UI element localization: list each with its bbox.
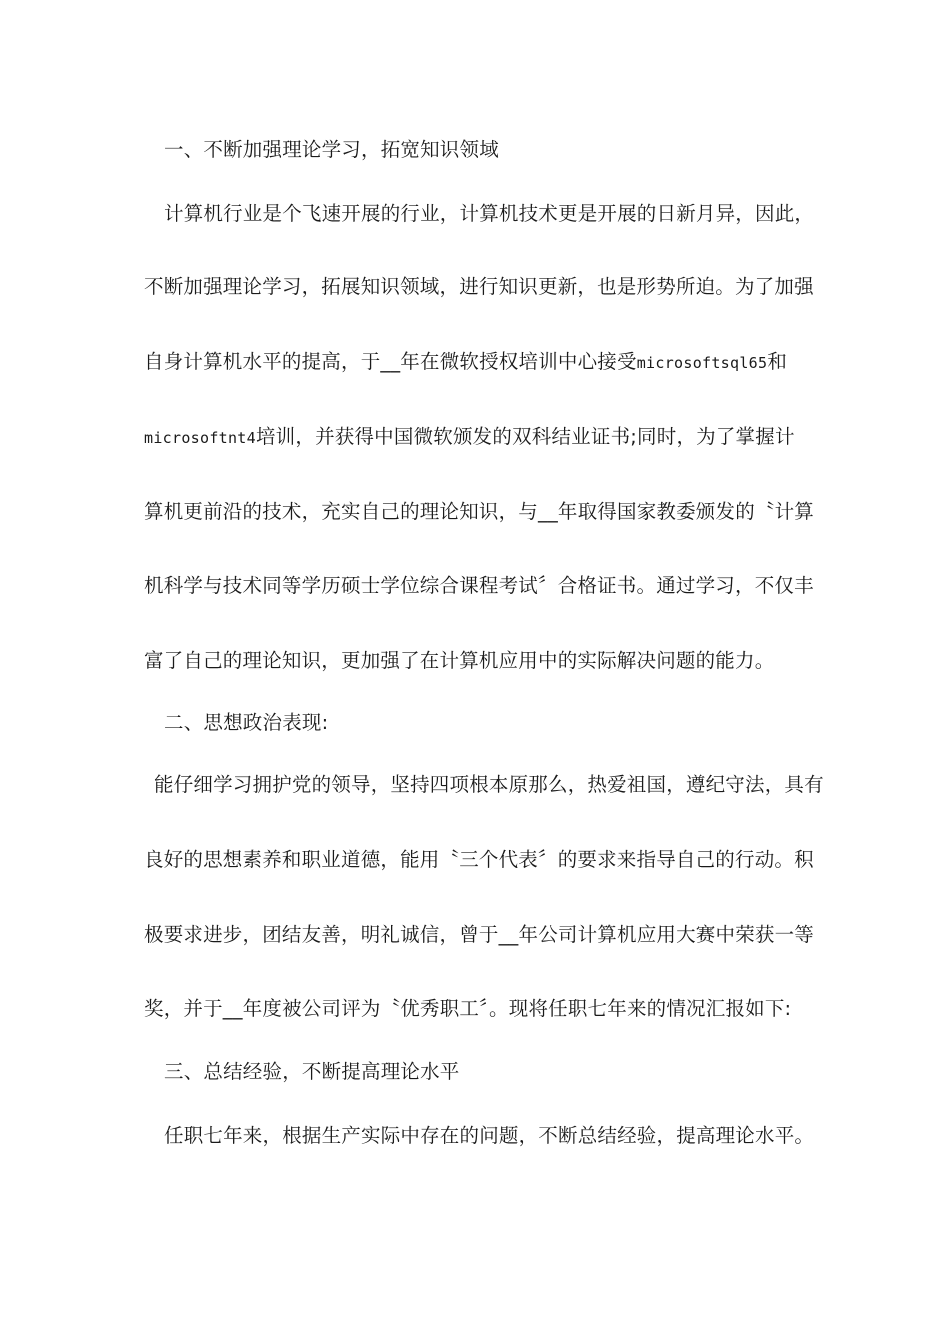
code-text: microsoftnt4 xyxy=(144,429,256,447)
paragraph-line: 算机更前沿的技术，充实自己的理论知识，与__年取得国家教委颁发的〝计算 xyxy=(144,500,815,523)
text-segment: 自身计算机水平的提高，于__年在微软授权培训中心接受 xyxy=(144,350,637,373)
paragraph-line: 计算机行业是个飞速开展的行业，计算机技术更是开展的日新月异，因此， xyxy=(164,202,815,225)
paragraph-line: 不断加强理论学习，拓展知识领域，进行知识更新，也是形势所迫。为了加强 xyxy=(144,275,814,298)
paragraph-line: 富了自己的理论知识，更加强了在计算机应用中的实际解决问题的能力。 xyxy=(144,649,775,672)
paragraph-line: 机科学与技术同等学历硕士学位综合课程考试〞合格证书。通过学习，不仅丰 xyxy=(144,574,814,597)
code-text: microsoftsql65 xyxy=(636,354,768,372)
paragraph-line: 任职七年来，根据生产实际中存在的问题，不断总结经验，提高理论水平。 xyxy=(164,1124,815,1147)
paragraph-line: 奖，并于__年度被公司评为〝优秀职工〞。现将任职七年来的情况汇报如下: xyxy=(144,997,792,1020)
paragraph-line: 能仔细学习拥护党的领导，坚持四项根本原那么，热爱祖国，遵纪守法，具有 xyxy=(154,773,824,796)
text-segment: 和 xyxy=(767,350,788,373)
section-heading-2: 二、思想政治表现: xyxy=(164,711,329,734)
section-heading-3: 三、总结经验，不断提高理论水平 xyxy=(164,1060,460,1083)
paragraph-line xyxy=(144,348,787,377)
paragraph-line xyxy=(144,423,795,452)
paragraph-line: 极要求进步，团结友善，明礼诚信，曾于__年公司计算机应用大赛中荣获一等 xyxy=(144,923,815,946)
paragraph-line: 良好的思想素养和职业道德，能用〝三个代表〞的要求来指导自己的行动。积 xyxy=(144,848,814,871)
text-segment: 培训，并获得中国微软颁发的双科结业证书;同时，为了掌握计 xyxy=(255,425,795,448)
section-heading-1: 一、不断加强理论学习，拓宽知识领域 xyxy=(164,138,499,161)
